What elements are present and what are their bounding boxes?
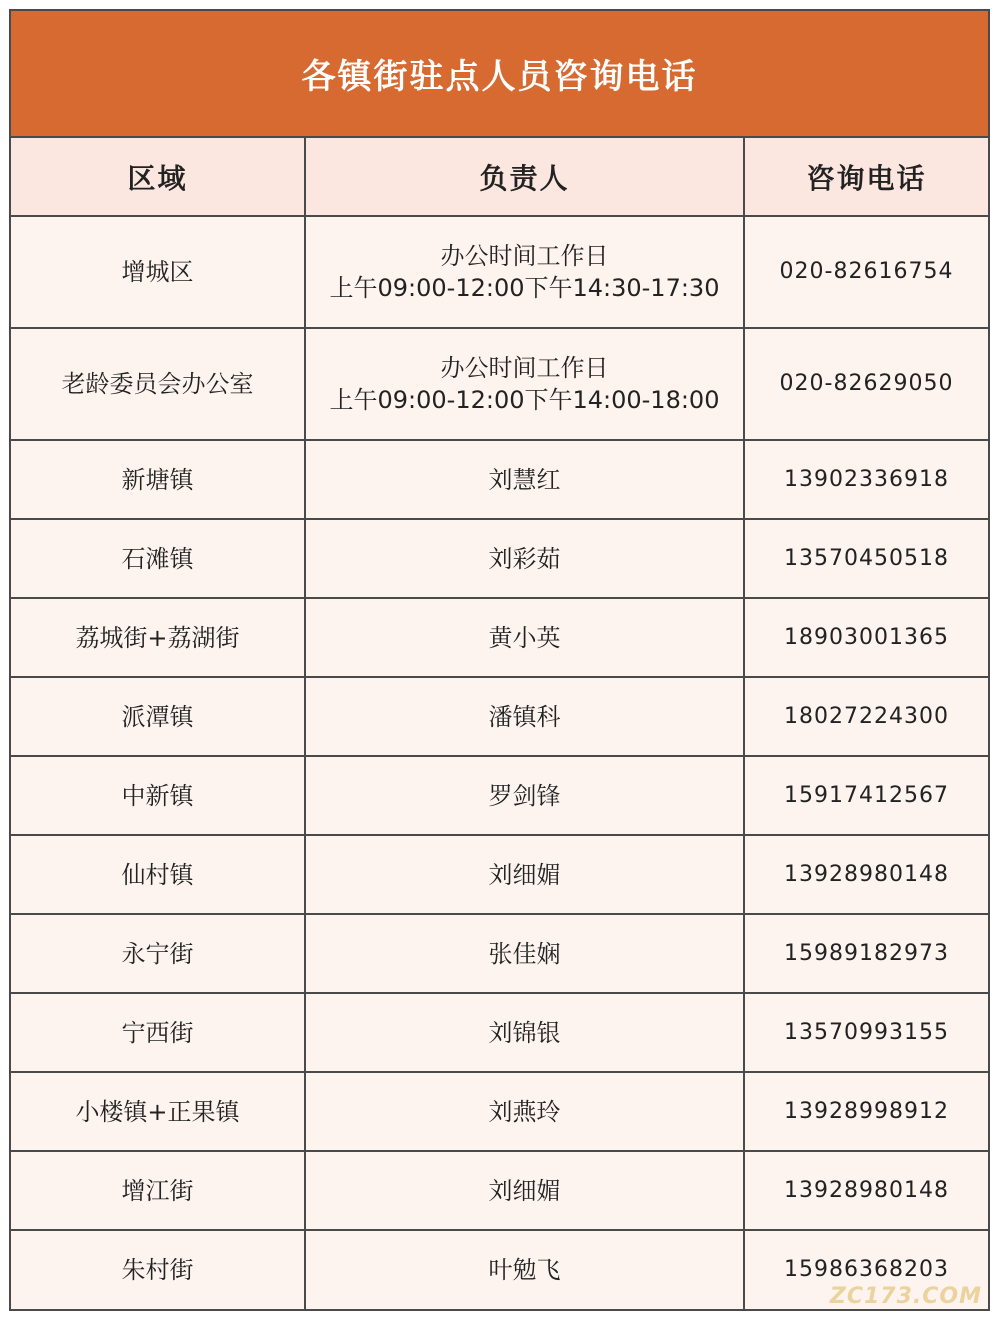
cell-phone: 18903001365 — [744, 598, 988, 677]
cell-contact — [305, 216, 744, 328]
cell-area: 小楼镇+正果镇 — [11, 1072, 305, 1151]
contact-line: 黄小英 — [488, 623, 561, 652]
cell-area: 石滩镇 — [11, 519, 305, 598]
cell-contact — [305, 835, 744, 914]
table-row — [11, 519, 988, 598]
cell-area: 宁西街 — [11, 993, 305, 1072]
header-phone: 咨询电话 — [744, 138, 988, 216]
contact-line: 张佳娴 — [488, 939, 561, 968]
contact-line: 刘细媚 — [488, 860, 561, 889]
cell-area: 派潭镇 — [11, 677, 305, 756]
table-body — [11, 216, 988, 1309]
cell-contact — [305, 598, 744, 677]
table-row — [11, 677, 988, 756]
cell-contact — [305, 1151, 744, 1230]
cell-phone: 15917412567 — [744, 756, 988, 835]
cell-contact — [305, 993, 744, 1072]
cell-area: 老龄委员会办公室 — [11, 328, 305, 440]
cell-contact — [305, 677, 744, 756]
table-row — [11, 1230, 988, 1309]
cell-area: 朱村街 — [11, 1230, 305, 1309]
contact-line: 叶勉飞 — [488, 1256, 561, 1284]
contact-table — [11, 138, 988, 1309]
cell-phone: 020-82616754 — [744, 216, 988, 328]
cell-phone: 13570450518 — [744, 519, 988, 598]
contact-line: 刘锦银 — [488, 1018, 561, 1047]
contact-line: 潘镇科 — [488, 702, 561, 731]
header-row — [11, 138, 988, 216]
cell-area: 增江街 — [11, 1151, 305, 1230]
cell-area: 中新镇 — [11, 756, 305, 835]
contact-line: 上午09:00-12:00下午14:30-17:30 — [329, 274, 720, 302]
contact-line: 办公时间工作日 — [440, 354, 609, 382]
cell-phone: 15989182973 — [744, 914, 988, 993]
cell-phone: 13902336918 — [744, 440, 988, 519]
table-title: 各镇街驻点人员咨询电话 — [11, 11, 988, 138]
contact-line: 刘细媚 — [488, 1176, 561, 1205]
cell-phone: 15986368203 — [744, 1230, 988, 1309]
table-row — [11, 216, 988, 328]
header-contact: 负责人 — [305, 138, 744, 216]
cell-area: 仙村镇 — [11, 835, 305, 914]
table-row — [11, 328, 988, 440]
cell-area: 永宁街 — [11, 914, 305, 993]
contact-line: 上午09:00-12:00下午14:00-18:00 — [329, 386, 720, 414]
contact-line: 刘燕玲 — [488, 1097, 561, 1126]
table-row — [11, 1072, 988, 1151]
contact-line: 刘彩茹 — [488, 544, 561, 573]
cell-area: 荔城街+荔湖街 — [11, 598, 305, 677]
cell-contact — [305, 756, 744, 835]
table-row — [11, 440, 988, 519]
header-area: 区域 — [11, 138, 305, 216]
cell-contact — [305, 440, 744, 519]
consultation-table — [9, 9, 990, 1311]
cell-phone: 13928998912 — [744, 1072, 988, 1151]
contact-line: 办公时间工作日 — [440, 242, 609, 270]
cell-contact — [305, 914, 744, 993]
cell-contact — [305, 1230, 744, 1309]
cell-phone: 13928980148 — [744, 1151, 988, 1230]
contact-line: 刘慧红 — [488, 465, 561, 494]
cell-contact — [305, 1072, 744, 1151]
cell-area: 新塘镇 — [11, 440, 305, 519]
cell-phone: 13928980148 — [744, 835, 988, 914]
table-row — [11, 835, 988, 914]
cell-phone: 13570993155 — [744, 993, 988, 1072]
cell-phone: 020-82629050 — [744, 328, 988, 440]
table-row — [11, 598, 988, 677]
watermark-logo: ZC173.COM — [829, 1284, 982, 1309]
table-row — [11, 914, 988, 993]
contact-line: 罗剑锋 — [488, 781, 561, 810]
cell-contact — [305, 328, 744, 440]
table-row — [11, 1151, 988, 1230]
table-row — [11, 756, 988, 835]
cell-contact — [305, 519, 744, 598]
table-row — [11, 993, 988, 1072]
cell-area: 增城区 — [11, 216, 305, 328]
cell-phone: 18027224300 — [744, 677, 988, 756]
